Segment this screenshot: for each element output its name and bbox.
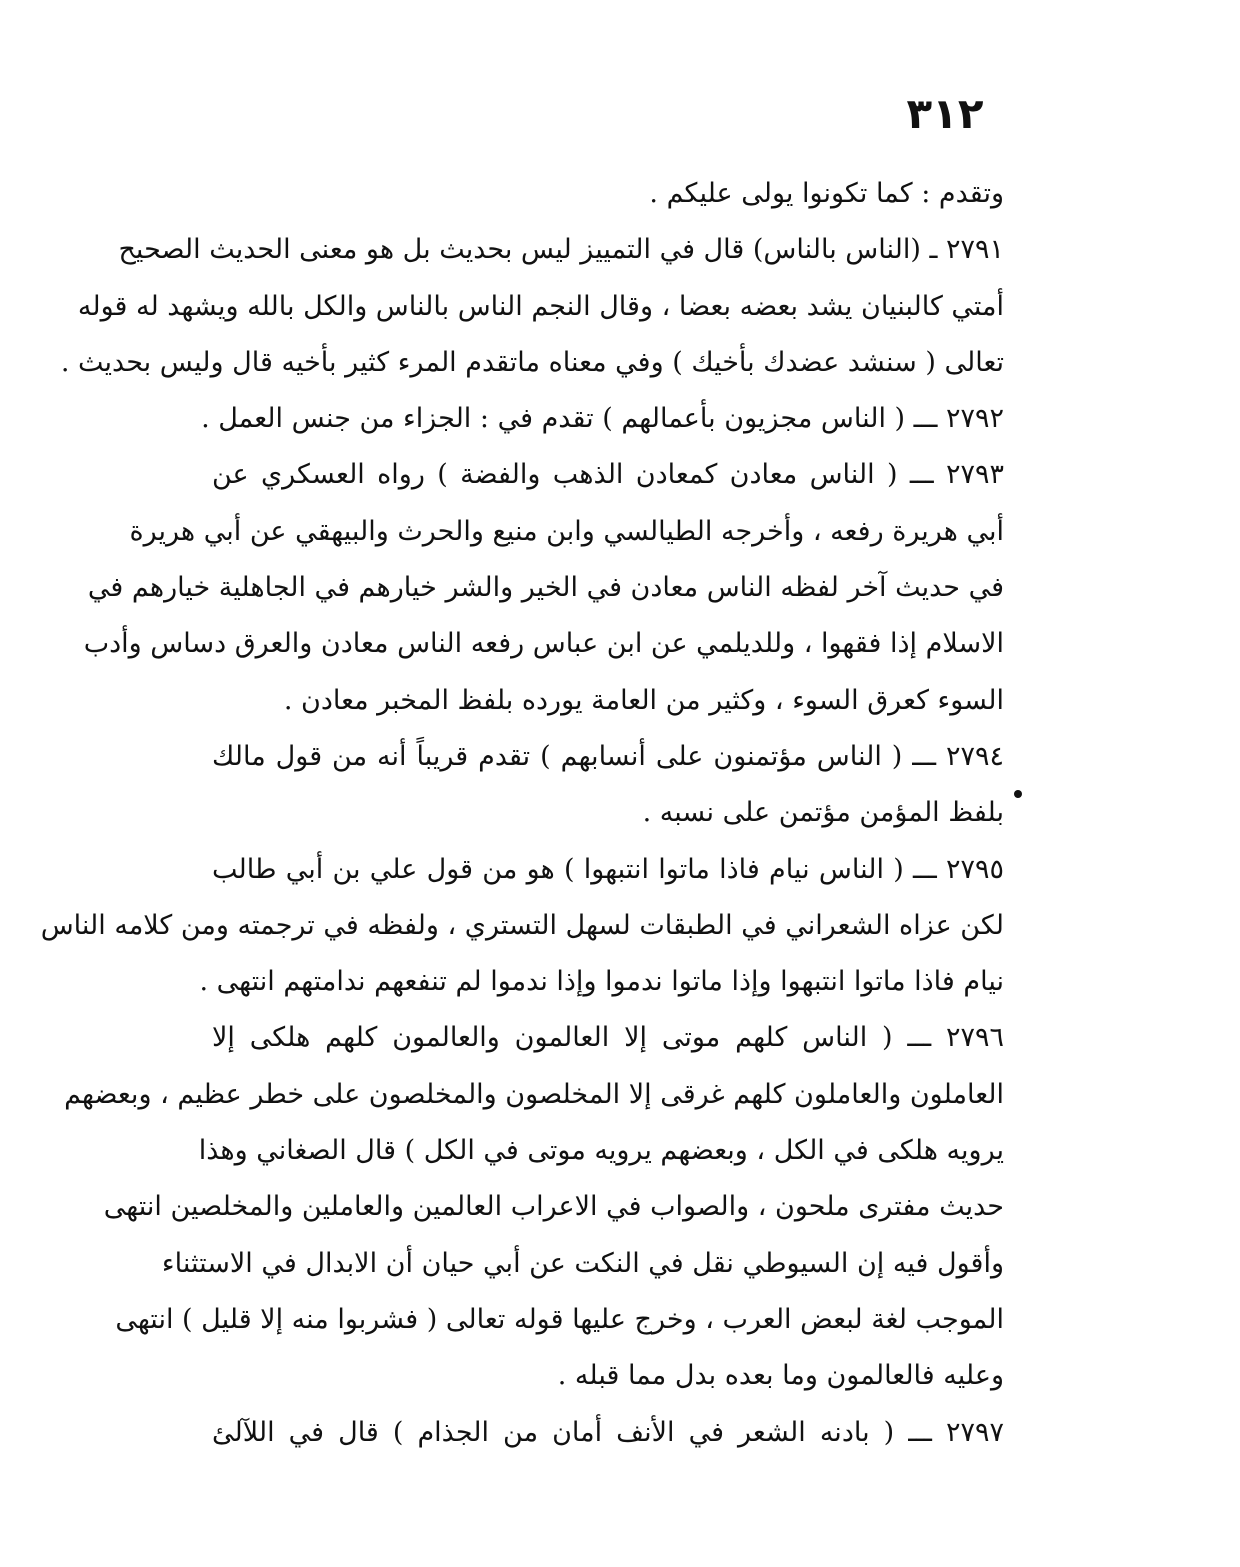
text-line: تعالى ( سنشد عضدك بأخيك ) وفي معناه ماتقدم المرء كثير بأخيه قال وليس بحديث . (60, 346, 1004, 378)
text-line: وتقدم : كما تكونوا يولى عليكم . (649, 178, 1004, 209)
text-line: وأقول فيه إن السيوطي نقل في النكت عن أبي حيان أن الابدال في الاستثناء (161, 1247, 1004, 1279)
text-line: ٢٧٩٧ ـــ ( بادنه الشعر في الأنف أمان من الجذام ) قال في اللآلئ (212, 1416, 1004, 1448)
text-line: وعليه فالعالمون وما بعده بدل مما قبله . (557, 1360, 1004, 1392)
text-line: أبي هريرة رفعه ، وأخرجه الطيالسي وابن منيع والحرث والبيهقي عن أبي هريرة (129, 515, 1004, 547)
text-line: العاملون والعاملون كلهم غرقى إلا المخلصون والمخلصون على خطر عظيم ، وبعضهم (64, 1078, 1004, 1110)
text-line: ٢٧٩٤ ـــ ( الناس مؤتمنون على أنسابهم ) تقدم قريباً أنه من قول مالك (212, 740, 1004, 772)
text-line: الاسلام إذا فقهوا ، وللديلمي عن ابن عباس رفعه الناس معادن والعرق دساس وأدب (83, 628, 1004, 660)
text-line: الموجب لغة لبعض العرب ، وخرج عليها قوله تعالى ( فشربوا منه إلا قليل ) انتهى (115, 1303, 1004, 1335)
text-line: ٢٧٩٦ ـــ ( الناس كلهم موتى إلا العالمون والعالمون كلهم هلكى إلا (212, 1022, 1004, 1054)
text-line: أمتي كالبنيان يشد بعضه بعضا ، وقال النجم الناس بالناس والكل بالله ويشهد له قوله (77, 290, 1004, 322)
text-line: في حديث آخر لفظه الناس معادن في الخير والشر خيارهم في الجاهلية خيارهم في (87, 572, 1004, 604)
text-line: ٢٧٩١ ـ (الناس بالناس) قال في التمييز ليس بحديث بل هو معنى الحديث الصحيح (118, 234, 1004, 266)
scan-mark-dot (1014, 790, 1022, 798)
page-number: ٣١٢ (906, 89, 984, 138)
text-line: السوء كعرق السوء ، وكثير من العامة يورده بلفظ المخبر معادن . (283, 684, 1004, 716)
text-line: يرويه هلكى في الكل ، وبعضهم يرويه موتى في الكل ) قال الصغاني وهذا (198, 1135, 1004, 1167)
text-line: حديث مفترى ملحون ، والصواب في الاعراب العالمين والعاملين والمخلصين انتهى (103, 1191, 1004, 1223)
text-line: بلفظ المؤمن مؤتمن على نسبه . (642, 797, 1004, 829)
text-line: لكن عزاه الشعراني في الطبقات لسهل التستري ، ولفظه في ترجمته ومن كلامه الناس (40, 909, 1004, 941)
text-line: ٢٧٩٣ ـــ ( الناس معادن كمعادن الذهب والفضة ) رواه العسكري عن (212, 459, 1004, 491)
text-line: ٢٧٩٥ ـــ ( الناس نيام فاذا ماتوا انتبهوا ) هو من قول علي بن أبي طالب (212, 853, 1004, 885)
page-text (40, 166, 1004, 1461)
text-line: نيام فاذا ماتوا انتبهوا وإذا ماتوا ندموا وإذا ندموا لم تنفعهم ندامتهم انتهى . (199, 966, 1004, 998)
text-line: ٢٧٩٢ ـــ ( الناس مجزيون بأعمالهم ) تقدم في : الجزاء من جنس العمل . (201, 403, 1004, 435)
